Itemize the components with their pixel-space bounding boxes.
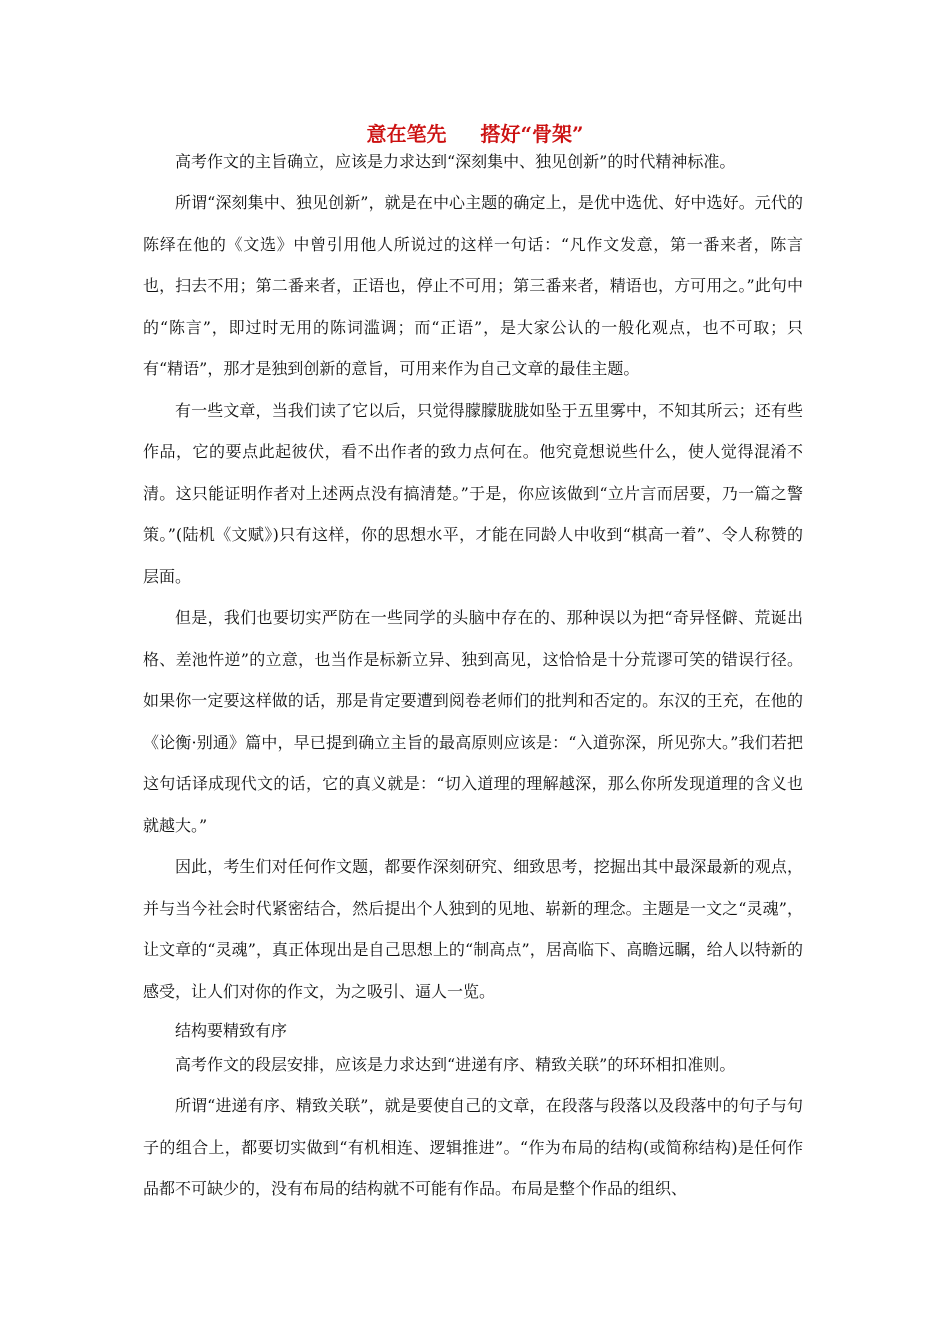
title-part-1: 意在笔先 (366, 122, 447, 146)
paragraph-5: 因此，考生们对任何作文题，都要作深刻研究、细致思考，挖掘出其中最深最新的观点，并与当今社会时代紧密结合，然后提出个人独到的见地、崭新的理念。主题是一文之“灵魂”，让文章的“灵魂”，真正体现出是自己思想上的“制高点”，居高临下、高瞻远瞩，给人以特新的感受，让人们对你的作文，为之吸引、逼人一览。 (143, 857, 803, 1001)
paragraph-7: 所谓“进递有序、精致关联”，就是要使自己的文章，在段落与段落以及段落中的句子与句子的组合上，都要切实做到“有机相连、逻辑推进”。“作为布局的结构(或简称结构)是任何作品都不可缺少的，没有布局的结构就不可能有作品。布局是整个作品的组织、 (143, 1096, 803, 1198)
paragraph-4: 但是，我们也要切实严防在一些同学的头脑中存在的、那种误以为把“奇异怪僻、荒诞出格、差池忤逆”的立意，也当作是标新立异、独到高见，这恰恰是十分荒谬可笑的错误行径。如果你一定要这样做的话，那是肯定要遭到阅卷老师们的批判和否定的。东汉的王充，在他的《论衡·别通》篇中，早已提到确立主旨的最高原则应该是：“入道弥深，所见弥大。”我们若把这句话译成现代文的话，它的真义就是：“切入道理的理解越深，那么你所发现道理的含义也就越大。” (143, 608, 803, 835)
paragraph-2: 所谓“深刻集中、独见创新”，就是在中心主题的确定上，是优中选优、好中选好。元代的陈绎在他的《文选》中曾引用他人所说过的这样一句话：“凡作文发意，第一番来者，陈言也，扫去不用；第二番来者，正语也，停止不可用；第三番来者，精语也，方可用之。”此句中的“陈言”，即过时无用的陈词滥调；而“正语”，是大家公认的一般化观点，也不可取；只有“精语”，那才是独到创新的意旨，可用来作为自己文章的最佳主题。 (143, 193, 803, 378)
paragraph-1: 高考作文的主旨确立，应该是力求达到“深刻集中、独见创新”的时代精神标准。 (175, 152, 736, 171)
title-part-2: 搭好“骨架” (480, 122, 584, 146)
document-title (0, 120, 950, 148)
paragraph-6: 高考作文的段层安排，应该是力求达到“进递有序、精致关联”的环环相扣准则。 (175, 1055, 736, 1074)
document-body (143, 146, 803, 1210)
paragraph-3: 有一些文章，当我们读了它以后，只觉得朦朦胧胧如坠于五里雾中，不知其所云；还有些作品，它的要点此起彼伏，看不出作者的致力点何在。他究竟想说些什么，使人觉得混淆不清。这只能证明作者对上述两点没有搞清楚。”于是，你应该做到“立片言而居要，乃一篇之警策。”(陆机《文赋》)只有这样，你的思想水平，才能在同龄人中收到“棋高一着”、令人称赞的层面。 (143, 400, 803, 586)
section-heading: 结构要精致有序 (175, 1021, 288, 1040)
